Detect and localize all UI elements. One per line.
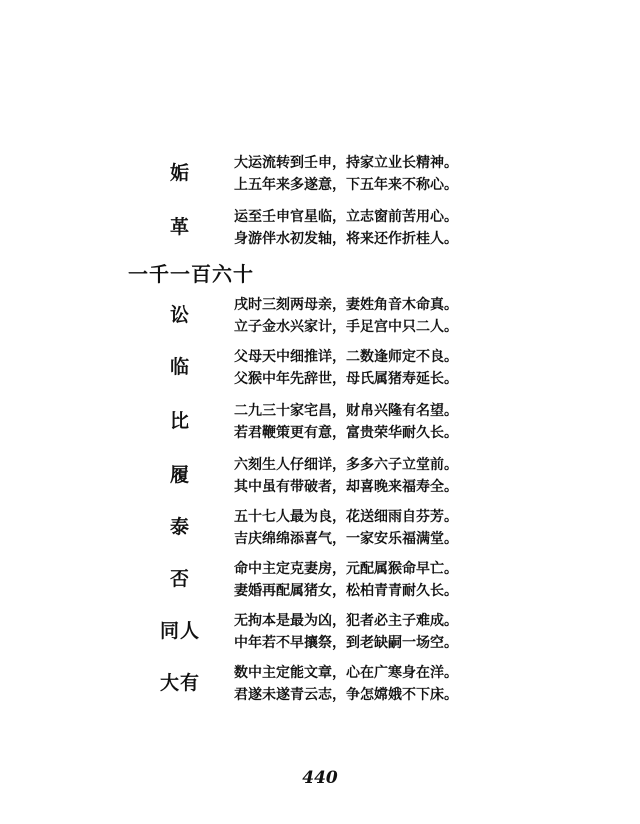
verse (234, 294, 458, 338)
verse (234, 662, 458, 706)
verse-line: 数中主定能文章，心在广寒身在洋。 (234, 665, 458, 681)
hexagram-name: 泰 (169, 516, 190, 538)
verse-line: 妻婚再配属猪女，松柏青青耐久长。 (234, 583, 458, 599)
hexagram-name: 否 (169, 568, 190, 590)
entry-gou (0, 152, 640, 196)
section-title: 一千一百六十 (128, 262, 254, 286)
verse (234, 206, 458, 250)
verse-line: 大运流转到壬申，持家立业长精神。 (234, 155, 458, 171)
verse-line: 吉庆绵绵添喜气，一家安乐福满堂。 (234, 531, 458, 547)
verse-line: 上五年来多遂意，下五年来不称心。 (234, 177, 458, 193)
verse (234, 454, 458, 498)
verse-line: 二九三十家宅昌，财帛兴隆有名望。 (234, 403, 458, 419)
verse (234, 558, 458, 602)
hexagram-name: 大有 (159, 672, 200, 694)
hexagram-name: 同人 (159, 620, 200, 642)
verse (234, 400, 458, 444)
verse-line: 身游伴水初发轴，将来还作折桂人。 (234, 231, 458, 247)
verse-line: 命中主定克妻房，元配属猴命早亡。 (234, 561, 458, 577)
hexagram-name: 履 (169, 464, 190, 486)
entry-tongren (0, 610, 640, 654)
entry-dayou (0, 662, 640, 706)
verse-line: 父母天中细推详，二数逢师定不良。 (234, 349, 458, 365)
hexagram-name: 讼 (169, 304, 190, 326)
entry-tai (0, 506, 640, 550)
entry-pi (0, 558, 640, 602)
entry-lv (0, 454, 640, 498)
verse-line: 若君鞭策更有意，富贵荣华耐久长。 (234, 425, 458, 441)
verse-line: 其中虽有带破者，却喜晚来福寿全。 (234, 479, 458, 495)
hexagram-name: 临 (169, 356, 190, 378)
entry-bi (0, 400, 640, 444)
verse (234, 506, 458, 550)
verse-line: 五十七人最为良，花送细雨自芬芳。 (234, 509, 458, 525)
verse (234, 610, 458, 654)
hexagram-name: 比 (169, 410, 190, 432)
verse (234, 346, 458, 390)
verse-line: 立子金水兴家计，手足宫中只二人。 (234, 319, 458, 335)
entry-ge (0, 206, 640, 250)
entry-lin (0, 346, 640, 390)
verse-line: 父猴中年先辞世，母氏属猪寿延长。 (234, 371, 458, 387)
verse-line: 君遂未遂青云志，争怎嫦娥不下床。 (234, 687, 458, 703)
verse (234, 152, 458, 196)
verse-line: 运至壬申官星临，立志窗前苦用心。 (234, 209, 458, 225)
hexagram-name: 革 (169, 216, 190, 238)
verse-line: 中年若不早攘祭，到老缺嗣一场空。 (234, 635, 458, 651)
verse-line: 无拘本是最为凶，犯者必主子难成。 (234, 613, 458, 629)
entry-song (0, 294, 640, 338)
verse-line: 六刻生人仔细详，多多六子立堂前。 (234, 457, 458, 473)
page-number: 440 (302, 768, 338, 788)
hexagram-name: 姤 (169, 162, 190, 184)
verse-line: 戌时三刻两母亲，妻姓角音木命真。 (234, 297, 458, 313)
